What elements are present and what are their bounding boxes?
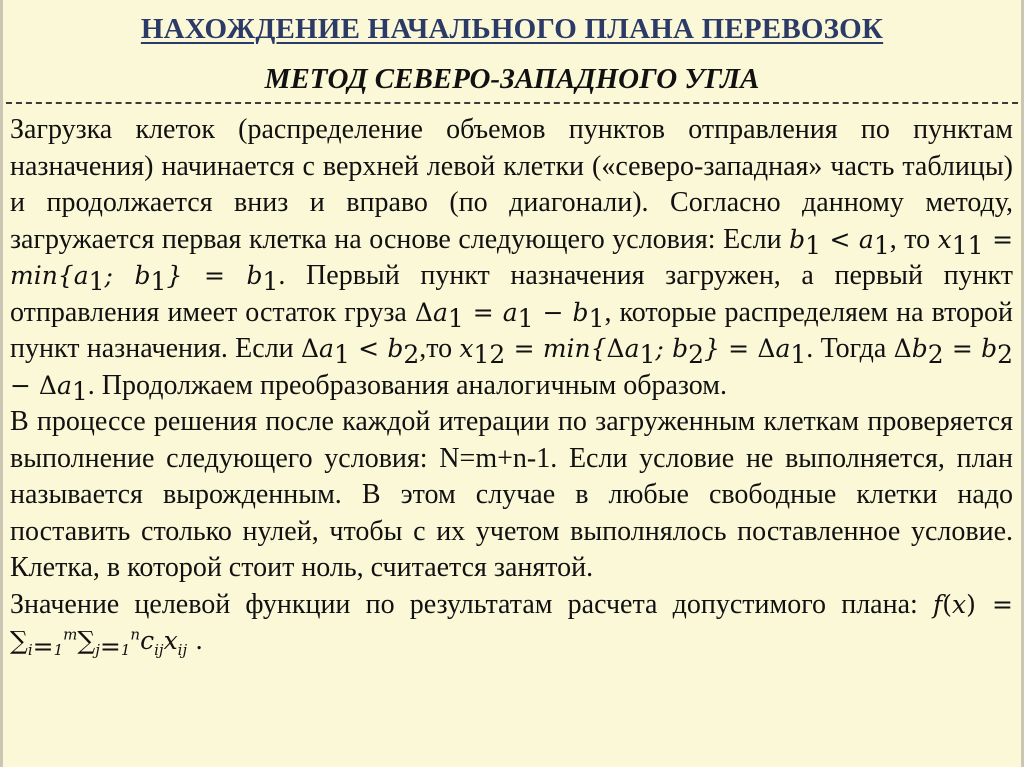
- paragraph-degenerate-plan: В процессе решения после каждой итерации по загруженным клеткам проверяется выполнение следующего условия: N=m+n-1. Если условие не выполняется, план называется вырожденным. В этом случае в любые свободные клетки надо поставить столько нулей, чтобы с их учетом выполнялось поставленное условие. Клетка, в которой стоит ноль, считается занятой.: [10, 406, 1013, 583]
- formula-x11: $x_{11} = \min\{a_1$; $b_1\} = b_1$: [10, 224, 1014, 296]
- text-then: . Тогда: [806, 333, 887, 364]
- text-to: , то: [889, 223, 931, 255]
- formula-x12: $x_{12} = \min\{\Delta a_1$; $b_2\} = \Delta a_1$: [459, 334, 807, 369]
- body-text: [10, 112, 1013, 660]
- formula-b1-lt-a1: $b_1 < a_1$: [789, 224, 890, 260]
- paragraph-northwest-method: [10, 112, 1013, 404]
- formula-delta-b2: $\Delta b_2 = b_2 - \Delta a_1$: [10, 334, 1014, 406]
- page-title: НАХОЖДЕНИЕ НАЧАЛЬНОГО ПЛАНА ПЕРЕВОЗОК: [140, 13, 884, 45]
- formula-objective-function: $f(x) = \sum_{i=1}^m\sum_{j=1}^nc_{ij}x_{ij}$ .: [10, 589, 1013, 661]
- formula-delta-a1-lt-b2: $\Delta a_1 < b_2$: [300, 334, 420, 369]
- text-continue: . Продолжаем преобразования аналогичным образом.: [87, 369, 727, 401]
- text-which: , которые распределяем на второй пункт назначения. Если: [10, 296, 1013, 364]
- objective-function-label: Значение целевой функции по результатам расчета допустимого плана:: [10, 588, 918, 620]
- text-first-loaded: . Первый пункт назначения загружен, а первый пункт отправления имеет остаток груза: [10, 260, 1014, 328]
- text-to2: ,то: [419, 333, 453, 364]
- paragraph-intro: Загрузка клеток (распределение объемов пунктов отправления по пунктам назначения) начинается с верхней левой клетки («северо-западная» часть таблицы) и продолжается вниз и вправо (по диагонали). Согласно данному методу, загружается первая клетка на основе следующего условия: Если: [10, 114, 1013, 255]
- paragraph-objective-function: [10, 587, 1013, 660]
- page-subtitle: МЕТОД СЕВЕРО-ЗАПАДНОГО УГЛА: [264, 63, 760, 95]
- formula-delta-a1: $\Delta a_1 = a_1 - b_1$: [414, 297, 605, 333]
- dashed-divider: [6, 102, 1018, 104]
